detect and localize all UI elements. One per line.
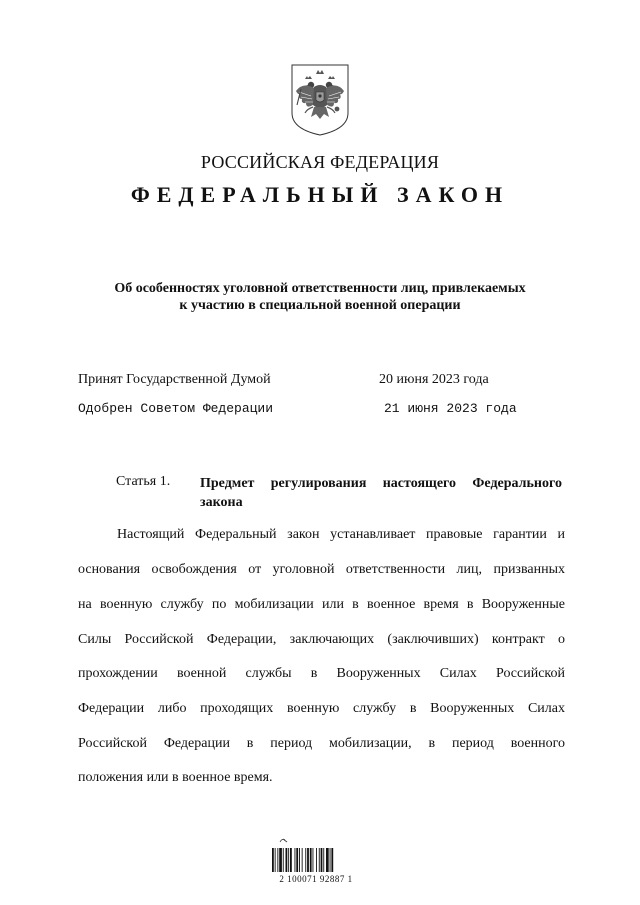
barcode-bar [316, 848, 317, 872]
barcode-bar [275, 848, 276, 872]
article-text-line: Федерации либо проходящих военную службу в Вооруженных Силах [78, 701, 565, 716]
barcode-bar [310, 848, 312, 872]
council-date: 21 июня 2023 года [384, 401, 517, 416]
document-type: ФЕДЕРАЛЬНЫЙ ЗАКОН [130, 182, 510, 207]
barcode-bar [307, 848, 309, 872]
article-number: Статья 1. [116, 474, 171, 489]
barcode-bar [283, 848, 284, 872]
barcode-bar [288, 848, 289, 872]
article-text-line: Силы Российской Федерации, заключающих (заключивших) контракт о [78, 632, 565, 647]
barcode-bar [330, 848, 331, 872]
country-name: РОССИЙСКАЯ ФЕДЕРАЦИЯ [200, 152, 440, 172]
barcode-bar [290, 848, 292, 872]
barcode-bar [321, 848, 323, 872]
barcode-bar [323, 848, 324, 872]
law-title-line: к участию в специальной военной операции [179, 298, 461, 313]
barcode-bar [305, 848, 306, 872]
article-text-line: основания освобождения от уголовной ответственности лиц, призванных [78, 562, 565, 577]
barcode-bar [296, 848, 298, 872]
article-text-line: прохождении военной службы в Вооруженных Силах Российской [78, 666, 565, 681]
law-title-line: Об особенностях уголовной ответственности лиц, привлекаемых [114, 281, 526, 296]
barcode-bar [295, 848, 296, 872]
barcode-bar [299, 848, 300, 872]
barcode-bar [313, 848, 314, 872]
law-title [60, 280, 580, 314]
coat-of-arms-icon [289, 63, 351, 137]
article-title: Предмет регулирования настоящего Федерального закона [200, 476, 562, 510]
barcode-bar [279, 848, 282, 872]
document-barcode [268, 836, 364, 888]
barcode-bar [319, 848, 320, 872]
barcode-bar [277, 848, 278, 872]
barcode-number: 2 100071 92887 1 [279, 874, 353, 884]
barcode-icon [268, 836, 364, 874]
duma-label: Принят Государственной Думой [78, 372, 271, 387]
duma-date: 20 июня 2023 года [379, 372, 489, 387]
barcode-bar [326, 848, 329, 872]
barcode-bar [331, 848, 333, 872]
barcode-bar [286, 848, 288, 872]
coat-of-arms-emblem [289, 63, 351, 137]
barcode-bar [302, 848, 303, 872]
article-text-line: Настоящий Федеральный закон устанавливает правовые гарантии и [117, 527, 565, 542]
council-label: Одобрен Советом Федерации [78, 401, 274, 416]
article-text-line: положения или в военное время. [78, 770, 273, 785]
article-text-line: Российской Федерации в период мобилизации, в период военного [78, 736, 565, 751]
barcode-bar [272, 848, 274, 872]
article-text-line: на военную службу по мобилизации или в военное время в Вооруженные [78, 597, 565, 612]
